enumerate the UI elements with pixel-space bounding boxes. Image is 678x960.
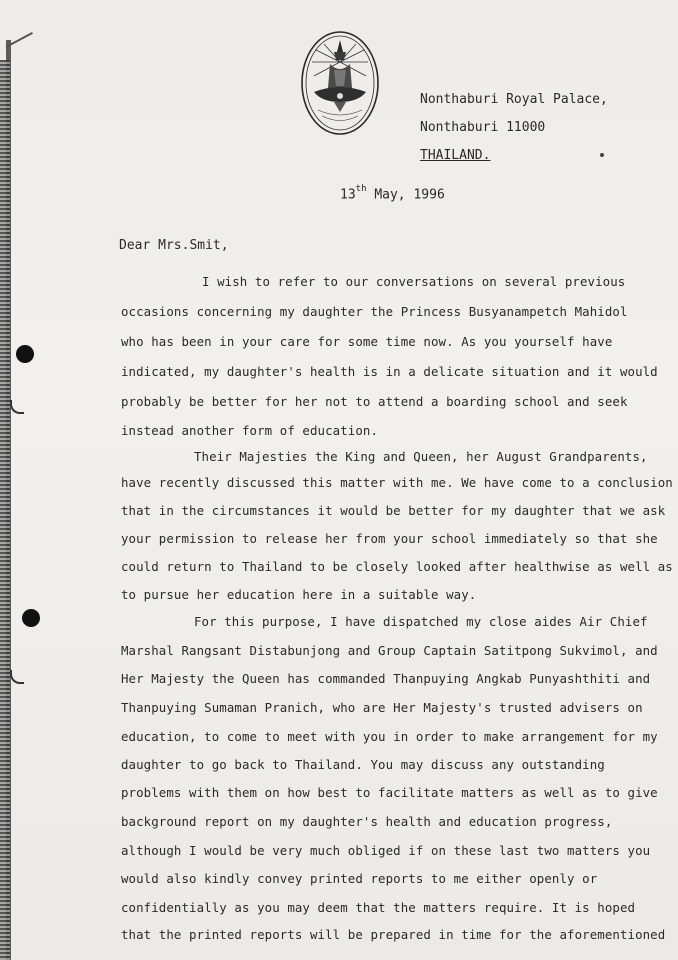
- sender-address: [420, 86, 608, 170]
- royal-seal-emblem: [300, 30, 380, 136]
- binder-hook: [10, 400, 24, 414]
- ink-dot: [600, 153, 604, 157]
- body-line: although I would be very much obliged if on these last two matters you: [121, 843, 651, 858]
- punch-hole: [22, 609, 40, 627]
- binder-hook: [10, 670, 24, 684]
- address-country: THAILAND.: [420, 148, 491, 163]
- body-line: that the printed reports will be prepared in time for the aforementioned: [121, 927, 666, 942]
- body-line: confidentially as you may deem that the matters require. It is hoped: [121, 900, 636, 915]
- body-line: background report on my daughter's health and education progress,: [121, 814, 613, 829]
- body-line: instead another form of education.: [121, 423, 379, 438]
- body-line: could return to Thailand to be closely looked after healthwise as well as: [121, 559, 673, 574]
- body-line: that in the circumstances it would be better for my daughter that we ask: [121, 503, 666, 518]
- body-line: For this purpose, I have dispatched my close aides Air Chief: [194, 614, 648, 629]
- body-line: to pursue her education here in a suitable way.: [121, 587, 477, 602]
- address-line: Nonthaburi Royal Palace,: [420, 92, 608, 107]
- punch-hole: [16, 345, 34, 363]
- body-line: have recently discussed this matter with me. We have come to a conclusion: [121, 475, 673, 490]
- salutation: Dear Mrs.Smit,: [119, 238, 229, 253]
- body-line: probably be better for her not to attend a boarding school and seek: [121, 394, 628, 409]
- perforated-edge: [0, 60, 10, 960]
- body-line: problems with them on how best to facilitate matters as well as to give: [121, 785, 658, 800]
- body-line: daughter to go back to Thailand. You may discuss any outstanding: [121, 757, 605, 772]
- body-line: Their Majesties the King and Queen, her August Grandparents,: [194, 449, 648, 464]
- body-line: Marshal Rangsant Distabunjong and Group Captain Satitpong Sukvimol, and: [121, 643, 658, 658]
- date-day: 13: [340, 187, 356, 203]
- body-line: who has been in your care for some time now. As you yourself have: [121, 334, 613, 349]
- body-line: would also kindly convey printed reports to me either openly or: [121, 871, 598, 886]
- date-rest: May, 1996: [374, 187, 445, 203]
- body-line: indicated, my daughter's health is in a delicate situation and it would: [121, 364, 658, 379]
- body-line: I wish to refer to our conversations on several previous: [202, 274, 626, 289]
- body-line: Her Majesty the Queen has commanded Thanpuying Angkab Punyashthiti and: [121, 671, 651, 686]
- staple-mark: [0, 16, 33, 48]
- body-line: occasions concerning my daughter the Princess Busyanampetch Mahidol: [121, 304, 628, 319]
- body-line: your permission to release her from your school immediately so that she: [121, 531, 658, 546]
- body-line: Thanpuying Sumaman Pranich, who are Her Majesty's trusted advisers on: [121, 700, 643, 715]
- date-suffix: th: [355, 184, 367, 194]
- letter-date: [340, 186, 445, 202]
- address-line: Nonthaburi 11000: [420, 120, 546, 135]
- body-line: education, to come to meet with you in order to make arrangement for my: [121, 729, 658, 744]
